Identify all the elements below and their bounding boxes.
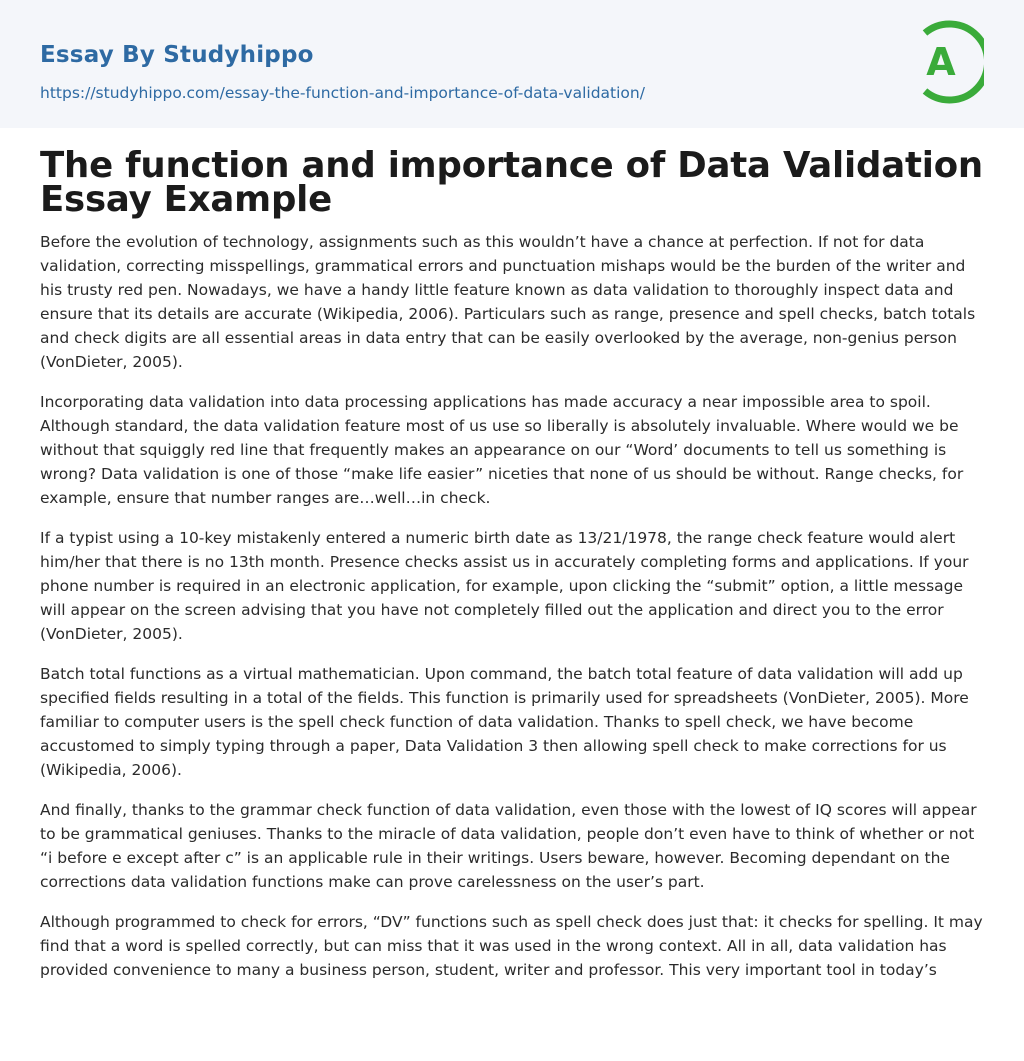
essay-paragraph: If a typist using a 10-key mistakenly entered a numeric birth date as 13/21/1978, the range check feature would alert him/her that there is no 13th month. Presence checks assist us in accurately completing forms and applications. If your phone number is required in an electronic application, for example, upon clicking the “submit” option, a little message will appear on the screen advising that you have not completely filled out the application and direct you to the error (VonDieter, 2005). [40, 529, 969, 643]
essay-paragraph: Although programmed to check for errors, “DV” functions such as spell check does just that: it checks for spelling. It may find that a word is spelled correctly, but can miss that it was used in the wrong context. All in all, data validation has provided convenience to many a business person, student, writer and professor. This very important tool in today’s [40, 913, 983, 979]
essay-paragraph: Incorporating data validation into data processing applications has made accuracy a near impossible area to spoil. Although standard, the data validation feature most of us use so liberally is absolutely invaluable. Where would we be without that squiggly red line that frequently makes an appearance on our “Word’ documents to tell us something is wrong? Data validation is one of those “make life easier” niceties that none of us should be without. Range checks, for example, ensure that number ranges are…well…in check. [40, 393, 964, 507]
logo-letter: A [926, 40, 956, 84]
essay-paragraph: And finally, thanks to the grammar check function of data validation, even those with the lowest of IQ scores will appear to be grammatical geniuses. Thanks to the miracle of data validation, people don’t even have to think of whether or not “i before e except after c” is an applicable rule in their writings. Users beware, however. Becoming dependant on the corrections data validation functions make can prove carelessness on the user’s part. [40, 801, 977, 891]
essay-paragraph: Batch total functions as a virtual mathematician. Upon command, the batch total feature of data validation will add up specified fields resulting in a total of the fields. This function is primarily used for spreadsheets (VonDieter, 2005). More familiar to computer users is the spell check function of data validation. Thanks to spell check, we have become accustomed to simply typing through a paper, Data Validation 3 then allowing spell check to make corrections for us (Wikipedia, 2006). [40, 665, 969, 779]
studyhippo-logo-icon[interactable] [916, 19, 984, 105]
site-brand[interactable]: Essay By Studyhippo [40, 42, 314, 68]
essay-paragraph: Before the evolution of technology, assignments such as this wouldn’t have a chance at perfection. If not for data validation, correcting misspellings, grammatical errors and punctuation mishaps would be the burden of the writer and his trusty red pen. Nowadays, we have a handy little feature known as data validation to thoroughly inspect data and ensure that its details are accurate (Wikipedia, 2006). Particulars such as range, presence and spell checks, batch totals and check digits are all essential areas in data entry that can be easily overlooked by the average, non-genius person (VonDieter, 2005). [40, 233, 976, 371]
essay-title: The function and importance of Data Validation Essay Example [40, 145, 983, 220]
essay-content [0, 128, 1024, 982]
site-header [0, 0, 1024, 128]
source-url-link[interactable]: https://studyhippo.com/essay-the-function-and-importance-of-data-validation/ [40, 84, 645, 102]
